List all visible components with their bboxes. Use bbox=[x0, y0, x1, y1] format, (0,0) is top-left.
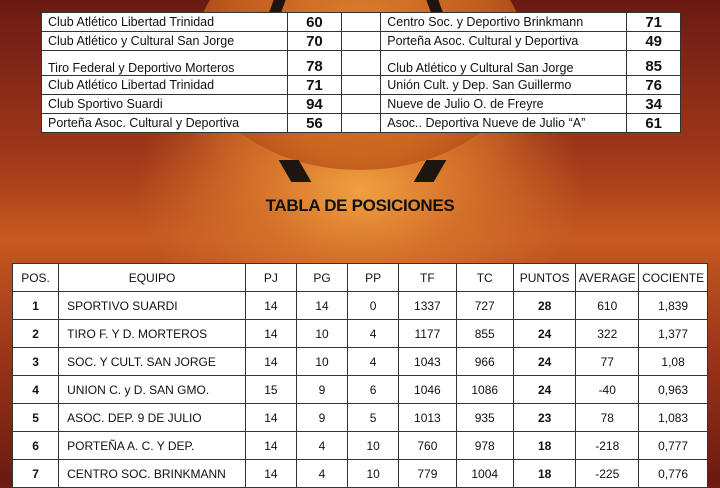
home-score: 78 bbox=[288, 51, 342, 76]
cociente-cell: 1,839 bbox=[639, 292, 708, 320]
equipo-cell: UNION C. y D. SAN GMO. bbox=[59, 376, 246, 404]
column-header: COCIENTE bbox=[639, 264, 708, 292]
pg-cell: 14 bbox=[296, 292, 347, 320]
away-score: 34 bbox=[627, 95, 681, 114]
tf-cell: 1177 bbox=[399, 320, 456, 348]
pj-cell: 15 bbox=[245, 376, 296, 404]
pp-cell: 10 bbox=[348, 460, 399, 488]
pp-cell: 6 bbox=[348, 376, 399, 404]
puntos-cell: 18 bbox=[513, 460, 575, 488]
home-team: Tiro Federal y Deportivo Morteros bbox=[42, 51, 288, 76]
cociente-cell: 0,776 bbox=[639, 460, 708, 488]
pos-cell: 6 bbox=[13, 432, 59, 460]
pg-cell: 10 bbox=[296, 320, 347, 348]
column-header: TC bbox=[456, 264, 513, 292]
puntos-cell: 23 bbox=[513, 404, 575, 432]
pg-cell: 4 bbox=[296, 432, 347, 460]
spacer bbox=[341, 51, 380, 76]
standings-row bbox=[13, 432, 708, 460]
average-cell: 322 bbox=[576, 320, 639, 348]
result-row bbox=[42, 13, 681, 32]
spacer bbox=[341, 32, 380, 51]
puntos-cell: 24 bbox=[513, 320, 575, 348]
pos-cell: 1 bbox=[13, 292, 59, 320]
spacer bbox=[341, 76, 380, 95]
cociente-cell: 1,08 bbox=[639, 348, 708, 376]
away-team: Centro Soc. y Deportivo Brinkmann bbox=[381, 13, 627, 32]
home-score: 60 bbox=[288, 13, 342, 32]
home-team: Club Atlético Libertad Trinidad bbox=[42, 76, 288, 95]
pos-cell: 3 bbox=[13, 348, 59, 376]
basketball-seam bbox=[414, 160, 447, 182]
standings-row bbox=[13, 460, 708, 488]
away-score: 76 bbox=[627, 76, 681, 95]
equipo-cell: SOC. Y CULT. SAN JORGE bbox=[59, 348, 246, 376]
home-score: 70 bbox=[288, 32, 342, 51]
cociente-cell: 0,777 bbox=[639, 432, 708, 460]
pj-cell: 14 bbox=[245, 348, 296, 376]
standings-row bbox=[13, 320, 708, 348]
result-row bbox=[42, 76, 681, 95]
spacer bbox=[341, 95, 380, 114]
pj-cell: 14 bbox=[245, 292, 296, 320]
home-team: Club Sportivo Suardi bbox=[42, 95, 288, 114]
home-team: Club Atlético Libertad Trinidad bbox=[42, 13, 288, 32]
cociente-cell: 1,083 bbox=[639, 404, 708, 432]
tf-cell: 1013 bbox=[399, 404, 456, 432]
standings-table bbox=[12, 263, 708, 488]
puntos-cell: 28 bbox=[513, 292, 575, 320]
pj-cell: 14 bbox=[245, 404, 296, 432]
standings-row bbox=[13, 292, 708, 320]
pj-cell: 14 bbox=[245, 320, 296, 348]
pos-cell: 5 bbox=[13, 404, 59, 432]
pp-cell: 0 bbox=[348, 292, 399, 320]
standings-row bbox=[13, 376, 708, 404]
pp-cell: 5 bbox=[348, 404, 399, 432]
column-header: AVERAGE bbox=[576, 264, 639, 292]
tf-cell: 760 bbox=[399, 432, 456, 460]
pos-cell: 7 bbox=[13, 460, 59, 488]
away-score: 61 bbox=[627, 114, 681, 133]
home-score: 94 bbox=[288, 95, 342, 114]
tf-cell: 1337 bbox=[399, 292, 456, 320]
tf-cell: 1043 bbox=[399, 348, 456, 376]
equipo-cell: TIRO F. Y D. MORTEROS bbox=[59, 320, 246, 348]
home-team: Club Atlético y Cultural San Jorge bbox=[42, 32, 288, 51]
average-cell: 610 bbox=[576, 292, 639, 320]
column-header: POS. bbox=[13, 264, 59, 292]
pp-cell: 4 bbox=[348, 320, 399, 348]
average-cell: -218 bbox=[576, 432, 639, 460]
tc-cell: 1004 bbox=[456, 460, 513, 488]
equipo-cell: ASOC. DEP. 9 DE JULIO bbox=[59, 404, 246, 432]
column-header: PUNTOS bbox=[513, 264, 575, 292]
home-score: 56 bbox=[288, 114, 342, 133]
away-score: 71 bbox=[627, 13, 681, 32]
away-team: Porteña Asoc. Cultural y Deportiva bbox=[381, 32, 627, 51]
standings-title: TABLA DE POSICIONES bbox=[265, 196, 455, 215]
tc-cell: 978 bbox=[456, 432, 513, 460]
result-row bbox=[42, 95, 681, 114]
results-table bbox=[41, 12, 681, 133]
puntos-cell: 24 bbox=[513, 376, 575, 404]
home-score: 71 bbox=[288, 76, 342, 95]
average-cell: 78 bbox=[576, 404, 639, 432]
away-team: Asoc.. Deportiva Nueve de Julio “A” bbox=[381, 114, 627, 133]
tf-cell: 1046 bbox=[399, 376, 456, 404]
result-row bbox=[42, 114, 681, 133]
home-team: Porteña Asoc. Cultural y Deportiva bbox=[42, 114, 288, 133]
column-header: EQUIPO bbox=[59, 264, 246, 292]
away-team: Unión Cult. y Dep. San Guillermo bbox=[381, 76, 627, 95]
away-score: 49 bbox=[627, 32, 681, 51]
equipo-cell: PORTEÑA A. C. Y DEP. bbox=[59, 432, 246, 460]
cociente-cell: 0,963 bbox=[639, 376, 708, 404]
pg-cell: 10 bbox=[296, 348, 347, 376]
result-row bbox=[42, 32, 681, 51]
standings-row bbox=[13, 404, 708, 432]
pj-cell: 14 bbox=[245, 460, 296, 488]
spacer bbox=[341, 114, 380, 133]
equipo-cell: CENTRO SOC. BRINKMANN bbox=[59, 460, 246, 488]
pj-cell: 14 bbox=[245, 432, 296, 460]
tc-cell: 966 bbox=[456, 348, 513, 376]
tf-cell: 779 bbox=[399, 460, 456, 488]
column-header: PG bbox=[296, 264, 347, 292]
standings-row bbox=[13, 348, 708, 376]
pos-cell: 2 bbox=[13, 320, 59, 348]
away-score: 85 bbox=[627, 51, 681, 76]
pg-cell: 9 bbox=[296, 376, 347, 404]
puntos-cell: 18 bbox=[513, 432, 575, 460]
pp-cell: 4 bbox=[348, 348, 399, 376]
spacer bbox=[341, 13, 380, 32]
equipo-cell: SPORTIVO SUARDI bbox=[59, 292, 246, 320]
pos-cell: 4 bbox=[13, 376, 59, 404]
average-cell: -40 bbox=[576, 376, 639, 404]
away-team: Nueve de Julio O. de Freyre bbox=[381, 95, 627, 114]
pg-cell: 4 bbox=[296, 460, 347, 488]
tc-cell: 935 bbox=[456, 404, 513, 432]
tc-cell: 855 bbox=[456, 320, 513, 348]
tc-cell: 1086 bbox=[456, 376, 513, 404]
average-cell: -225 bbox=[576, 460, 639, 488]
average-cell: 77 bbox=[576, 348, 639, 376]
puntos-cell: 24 bbox=[513, 348, 575, 376]
pg-cell: 9 bbox=[296, 404, 347, 432]
column-header: PP bbox=[348, 264, 399, 292]
away-team: Club Atlético y Cultural San Jorge bbox=[381, 51, 627, 76]
pp-cell: 10 bbox=[348, 432, 399, 460]
column-header: TF bbox=[399, 264, 456, 292]
cociente-cell: 1,377 bbox=[639, 320, 708, 348]
result-row bbox=[42, 51, 681, 76]
tc-cell: 727 bbox=[456, 292, 513, 320]
column-header: PJ bbox=[245, 264, 296, 292]
